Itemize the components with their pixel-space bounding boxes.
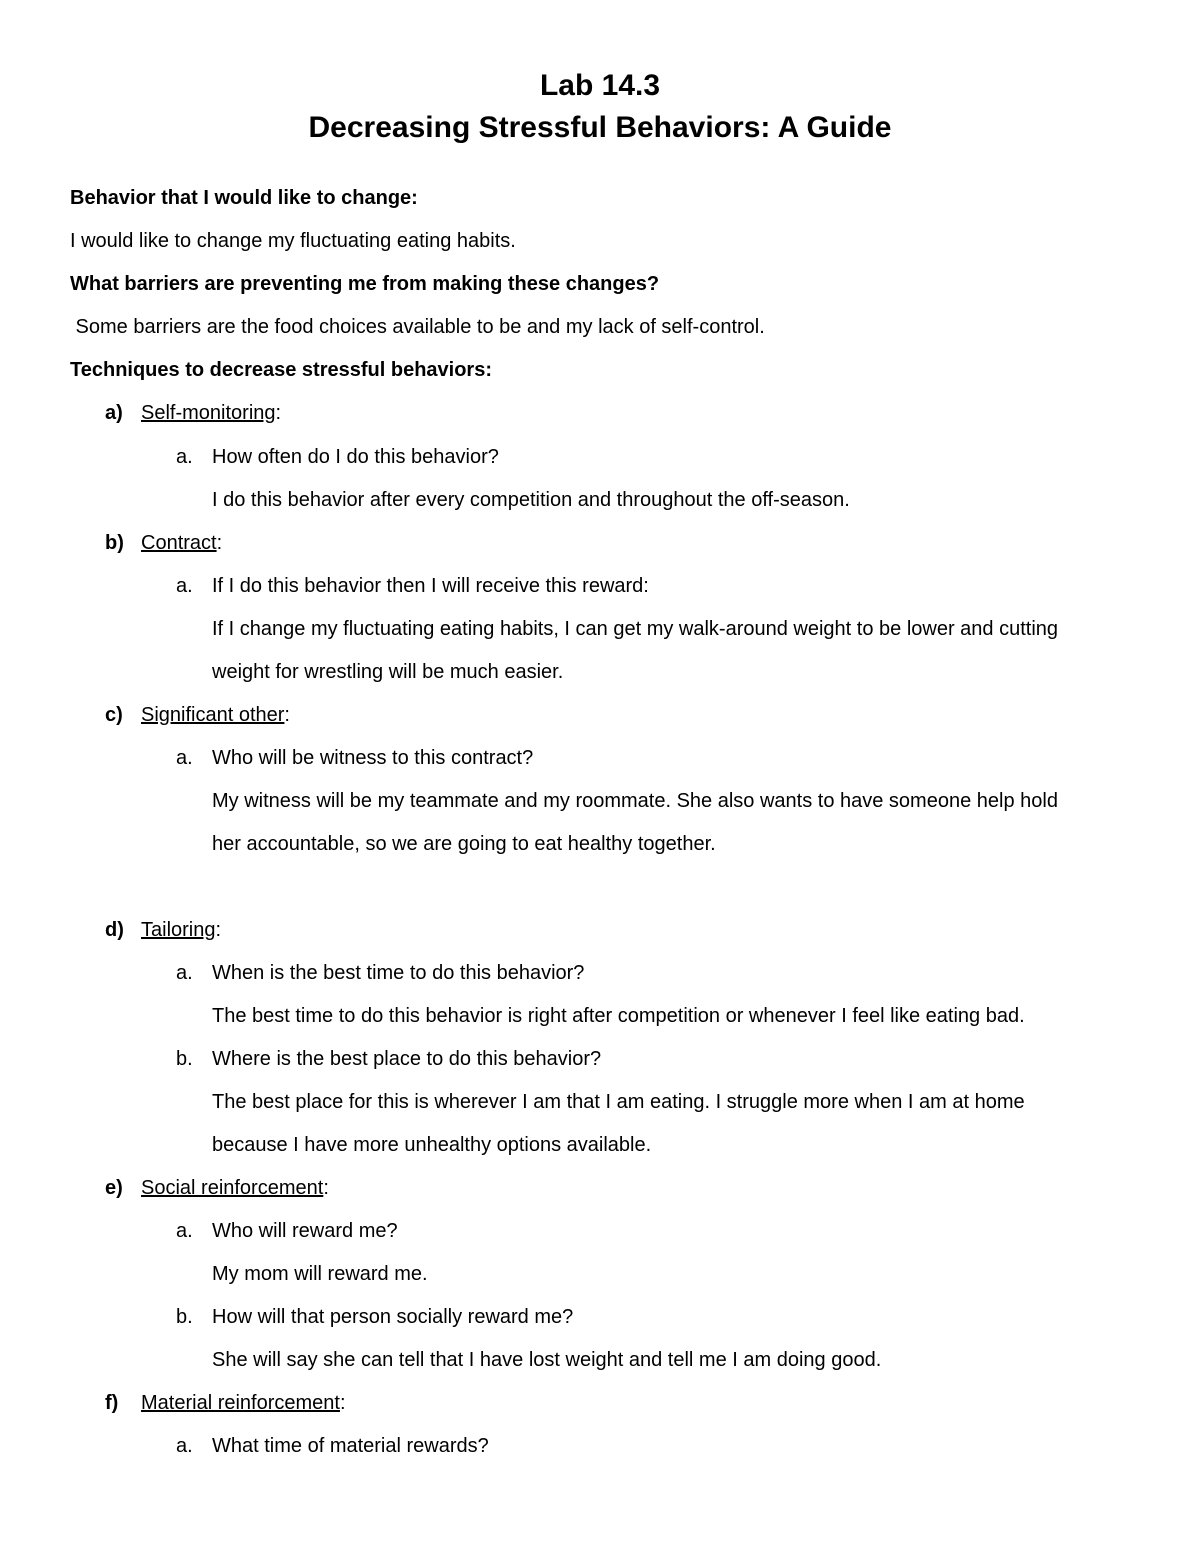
doc-subtitle: Decreasing Stressful Behaviors: A Guide — [308, 111, 892, 144]
item-answer: She will say she can tell that I have lost weight and tell me I am doing good. — [212, 1349, 882, 1371]
barriers-answer: Some barriers are the food choices available to be and my lack of self-control. — [70, 316, 765, 338]
item-question: What time of material rewards? — [212, 1435, 489, 1457]
section-colon: : — [323, 1177, 329, 1199]
barriers-heading: What barriers are preventing me from making these changes? — [70, 273, 660, 295]
section-marker: f) — [105, 1392, 119, 1414]
section-name: Social reinforcement — [141, 1177, 324, 1199]
item-marker: a. — [176, 962, 193, 984]
section-self-monitoring — [105, 400, 705, 426]
item-question: When is the best time to do this behavior? — [212, 962, 585, 984]
item-answer: her accountable, so we are going to eat healthy together. — [212, 833, 716, 855]
section-marker: e) — [105, 1177, 123, 1199]
section-material-reinforcement — [105, 1390, 705, 1416]
item-answer: My mom will reward me. — [212, 1263, 428, 1285]
section-colon: : — [215, 919, 222, 941]
item-answer: I do this behavior after every competition and throughout the off-season. — [212, 489, 850, 511]
item-marker: a. — [176, 575, 193, 597]
behavior-answer: I would like to change my fluctuating eating habits. — [70, 230, 516, 252]
item-answer: The best time to do this behavior is right after competition or whenever I feel like eating bad. — [212, 1005, 1025, 1027]
item-marker: a. — [176, 1220, 193, 1242]
doc-title: Lab 14.3 — [539, 69, 661, 102]
section-colon: : — [339, 1392, 346, 1414]
section-significant-other — [105, 702, 705, 728]
item-marker: a. — [176, 1435, 193, 1457]
item-marker: b. — [176, 1306, 193, 1328]
item-marker: a. — [176, 747, 193, 769]
section-marker: d) — [105, 919, 124, 941]
item-question: If I do this behavior then I will receive this reward: — [212, 575, 649, 597]
section-name: Significant other — [141, 704, 285, 726]
section-name: Tailoring — [141, 919, 216, 941]
item-answer: weight for wrestling will be much easier. — [212, 661, 564, 683]
section-name: Contract — [141, 532, 217, 554]
section-name: Self-monitoring — [141, 402, 276, 424]
section-marker: a) — [105, 402, 123, 424]
section-tailoring — [105, 917, 705, 943]
section-colon: : — [216, 532, 223, 554]
item-marker: a. — [176, 446, 193, 468]
section-social-reinforcement — [105, 1175, 705, 1201]
section-marker: b) — [105, 532, 124, 554]
item-marker: b. — [176, 1048, 193, 1070]
item-question: Who will be witness to this contract? — [212, 747, 534, 769]
item-question: Who will reward me? — [212, 1220, 398, 1242]
item-question: How will that person socially reward me? — [212, 1306, 574, 1328]
techniques-heading: Techniques to decrease stressful behaviors: — [70, 359, 493, 381]
item-question: How often do I do this behavior? — [212, 446, 499, 468]
section-name: Material reinforcement — [141, 1392, 340, 1414]
item-answer: If I change my fluctuating eating habits, I can get my walk-around weight to be lower and cutting — [212, 618, 1059, 640]
behavior-heading: Behavior that I would like to change: — [70, 187, 418, 209]
section-contract — [105, 530, 705, 556]
item-answer: because I have more unhealthy options available. — [212, 1134, 652, 1156]
section-marker: c) — [105, 704, 123, 726]
section-colon: : — [275, 402, 282, 424]
item-answer: My witness will be my teammate and my roommate. She also wants to have someone help hold — [212, 790, 1058, 812]
item-answer: The best place for this is wherever I am that I am eating. I struggle more when I am at home — [212, 1091, 1025, 1113]
item-question: Where is the best place to do this behavior? — [212, 1048, 602, 1070]
section-colon: : — [284, 704, 290, 726]
